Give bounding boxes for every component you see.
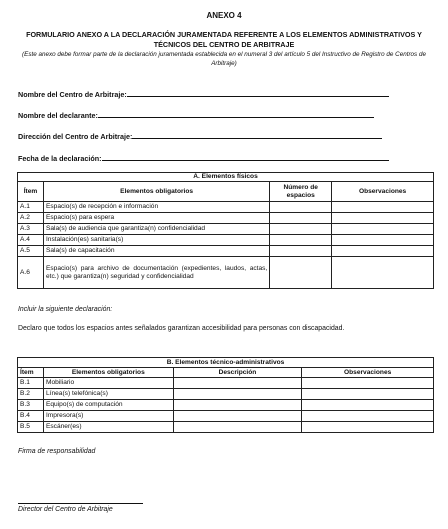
element-cell: Sala(s) de audiencia que garantiza(n) confidencialidad: [43, 224, 269, 235]
field-declarant-name[interactable]: [18, 110, 374, 120]
field-line: [102, 153, 389, 161]
column-header: Ítem: [18, 368, 44, 378]
column-header: Elementos obligatorios: [43, 182, 269, 202]
director-label: Director del Centro de Arbitraje: [18, 506, 113, 513]
table-section-title: A. Elementos físicos: [18, 173, 434, 182]
signature-label: Firma de responsabilidad: [18, 448, 96, 455]
observations-cell[interactable]: [332, 235, 434, 246]
column-header: Observaciones: [302, 368, 434, 378]
description-cell[interactable]: [173, 400, 302, 411]
item-cell: A.4: [18, 235, 44, 246]
item-cell: A.5: [18, 246, 44, 257]
field-label: Dirección del Centro de Arbitraje:: [18, 132, 133, 141]
item-cell: A.3: [18, 224, 44, 235]
observations-cell[interactable]: [302, 378, 434, 389]
field-label: Nombre del Centro de Arbitraje:: [18, 90, 127, 99]
element-cell: Línea(s) telefónica(s): [43, 389, 173, 400]
element-cell: Sala(s) de capacitación: [43, 246, 269, 257]
annex-title: ANEXO 4: [206, 11, 242, 20]
form-heading: FORMULARIO ANEXO A LA DECLARACIÓN JURAMENTADA REFERENTE A LOS ELEMENTOS ADMINISTRATIVOS Y TÉCNICOS DEL CENTRO DE ARBITRAJE: [26, 30, 422, 49]
field-line: [98, 110, 374, 118]
field-center-name[interactable]: [18, 89, 389, 99]
table-row: [18, 400, 434, 411]
count-cell[interactable]: [270, 213, 332, 224]
table-technical-elements: [17, 357, 434, 433]
observations-cell[interactable]: [332, 224, 434, 235]
table-row: [18, 389, 434, 400]
observations-cell[interactable]: [332, 202, 434, 213]
element-cell: Espacio(s) de recepción e información: [43, 202, 269, 213]
form-subnote: (Este anexo debe formar parte de la declaración juramentada establecida en el numeral 3 del artículo 5 del Instructivo de Registro de Centros de Arbitraje): [22, 51, 426, 67]
observations-cell[interactable]: [302, 411, 434, 422]
item-cell: B.2: [18, 389, 44, 400]
field-line: [127, 89, 389, 97]
description-cell[interactable]: [173, 378, 302, 389]
table-row: [18, 378, 434, 389]
table-row: [18, 257, 434, 289]
field-declaration-date[interactable]: [18, 153, 389, 163]
table-section-title: B. Elementos técnico-administrativos: [18, 358, 434, 368]
signature-line[interactable]: [18, 503, 143, 504]
field-label: Fecha de la declaración:: [18, 154, 102, 163]
table-row: [18, 213, 434, 224]
count-cell[interactable]: [270, 202, 332, 213]
observations-cell[interactable]: [302, 400, 434, 411]
item-cell: B.4: [18, 411, 44, 422]
include-note: Incluir la siguiente declaración:: [18, 306, 113, 313]
column-header: Observaciones: [332, 182, 434, 202]
element-cell: Mobiliario: [43, 378, 173, 389]
item-cell: A.2: [18, 213, 44, 224]
item-cell: B.1: [18, 378, 44, 389]
observations-cell[interactable]: [302, 422, 434, 433]
element-cell: Espacio(s) para espera: [43, 213, 269, 224]
table-row: [18, 202, 434, 213]
element-cell: Instalación(es) sanitaria(s): [43, 235, 269, 246]
table-physical-elements: [17, 172, 434, 289]
description-cell[interactable]: [173, 389, 302, 400]
table-row: [18, 235, 434, 246]
count-cell[interactable]: [270, 224, 332, 235]
column-header: Ítem: [18, 182, 44, 202]
item-cell: B.5: [18, 422, 44, 433]
element-cell: Espacio(s) para archivo de documentación (expedientes, laudos, actas, etc.) que garantiza(n) seguridad y confidencialidad: [43, 257, 269, 289]
element-cell: Escáner(es): [43, 422, 173, 433]
declaration-text: Declaro que todos los espacios antes señalados garantizan accesibilidad para personas con discapacidad.: [18, 325, 345, 332]
table-row: [18, 224, 434, 235]
observations-cell[interactable]: [332, 246, 434, 257]
observations-cell[interactable]: [332, 213, 434, 224]
column-header: Elementos obligatorios: [43, 368, 173, 378]
description-cell[interactable]: [173, 422, 302, 433]
field-line: [132, 131, 382, 139]
field-center-address[interactable]: [18, 131, 382, 141]
count-cell[interactable]: [270, 246, 332, 257]
element-cell: Impresora(s): [43, 411, 173, 422]
description-cell[interactable]: [173, 411, 302, 422]
count-cell[interactable]: [270, 235, 332, 246]
count-cell[interactable]: [270, 257, 332, 289]
table-row: [18, 246, 434, 257]
item-cell: A.1: [18, 202, 44, 213]
item-cell: B.3: [18, 400, 44, 411]
item-cell: A.6: [18, 257, 44, 289]
column-header: Número de espacios: [270, 182, 332, 202]
observations-cell[interactable]: [302, 389, 434, 400]
table-row: [18, 422, 434, 433]
table-row: [18, 411, 434, 422]
field-label: Nombre del declarante:: [18, 111, 98, 120]
column-header: Descripción: [173, 368, 302, 378]
observations-cell[interactable]: [332, 257, 434, 289]
element-cell: Equipo(s) de computación: [43, 400, 173, 411]
